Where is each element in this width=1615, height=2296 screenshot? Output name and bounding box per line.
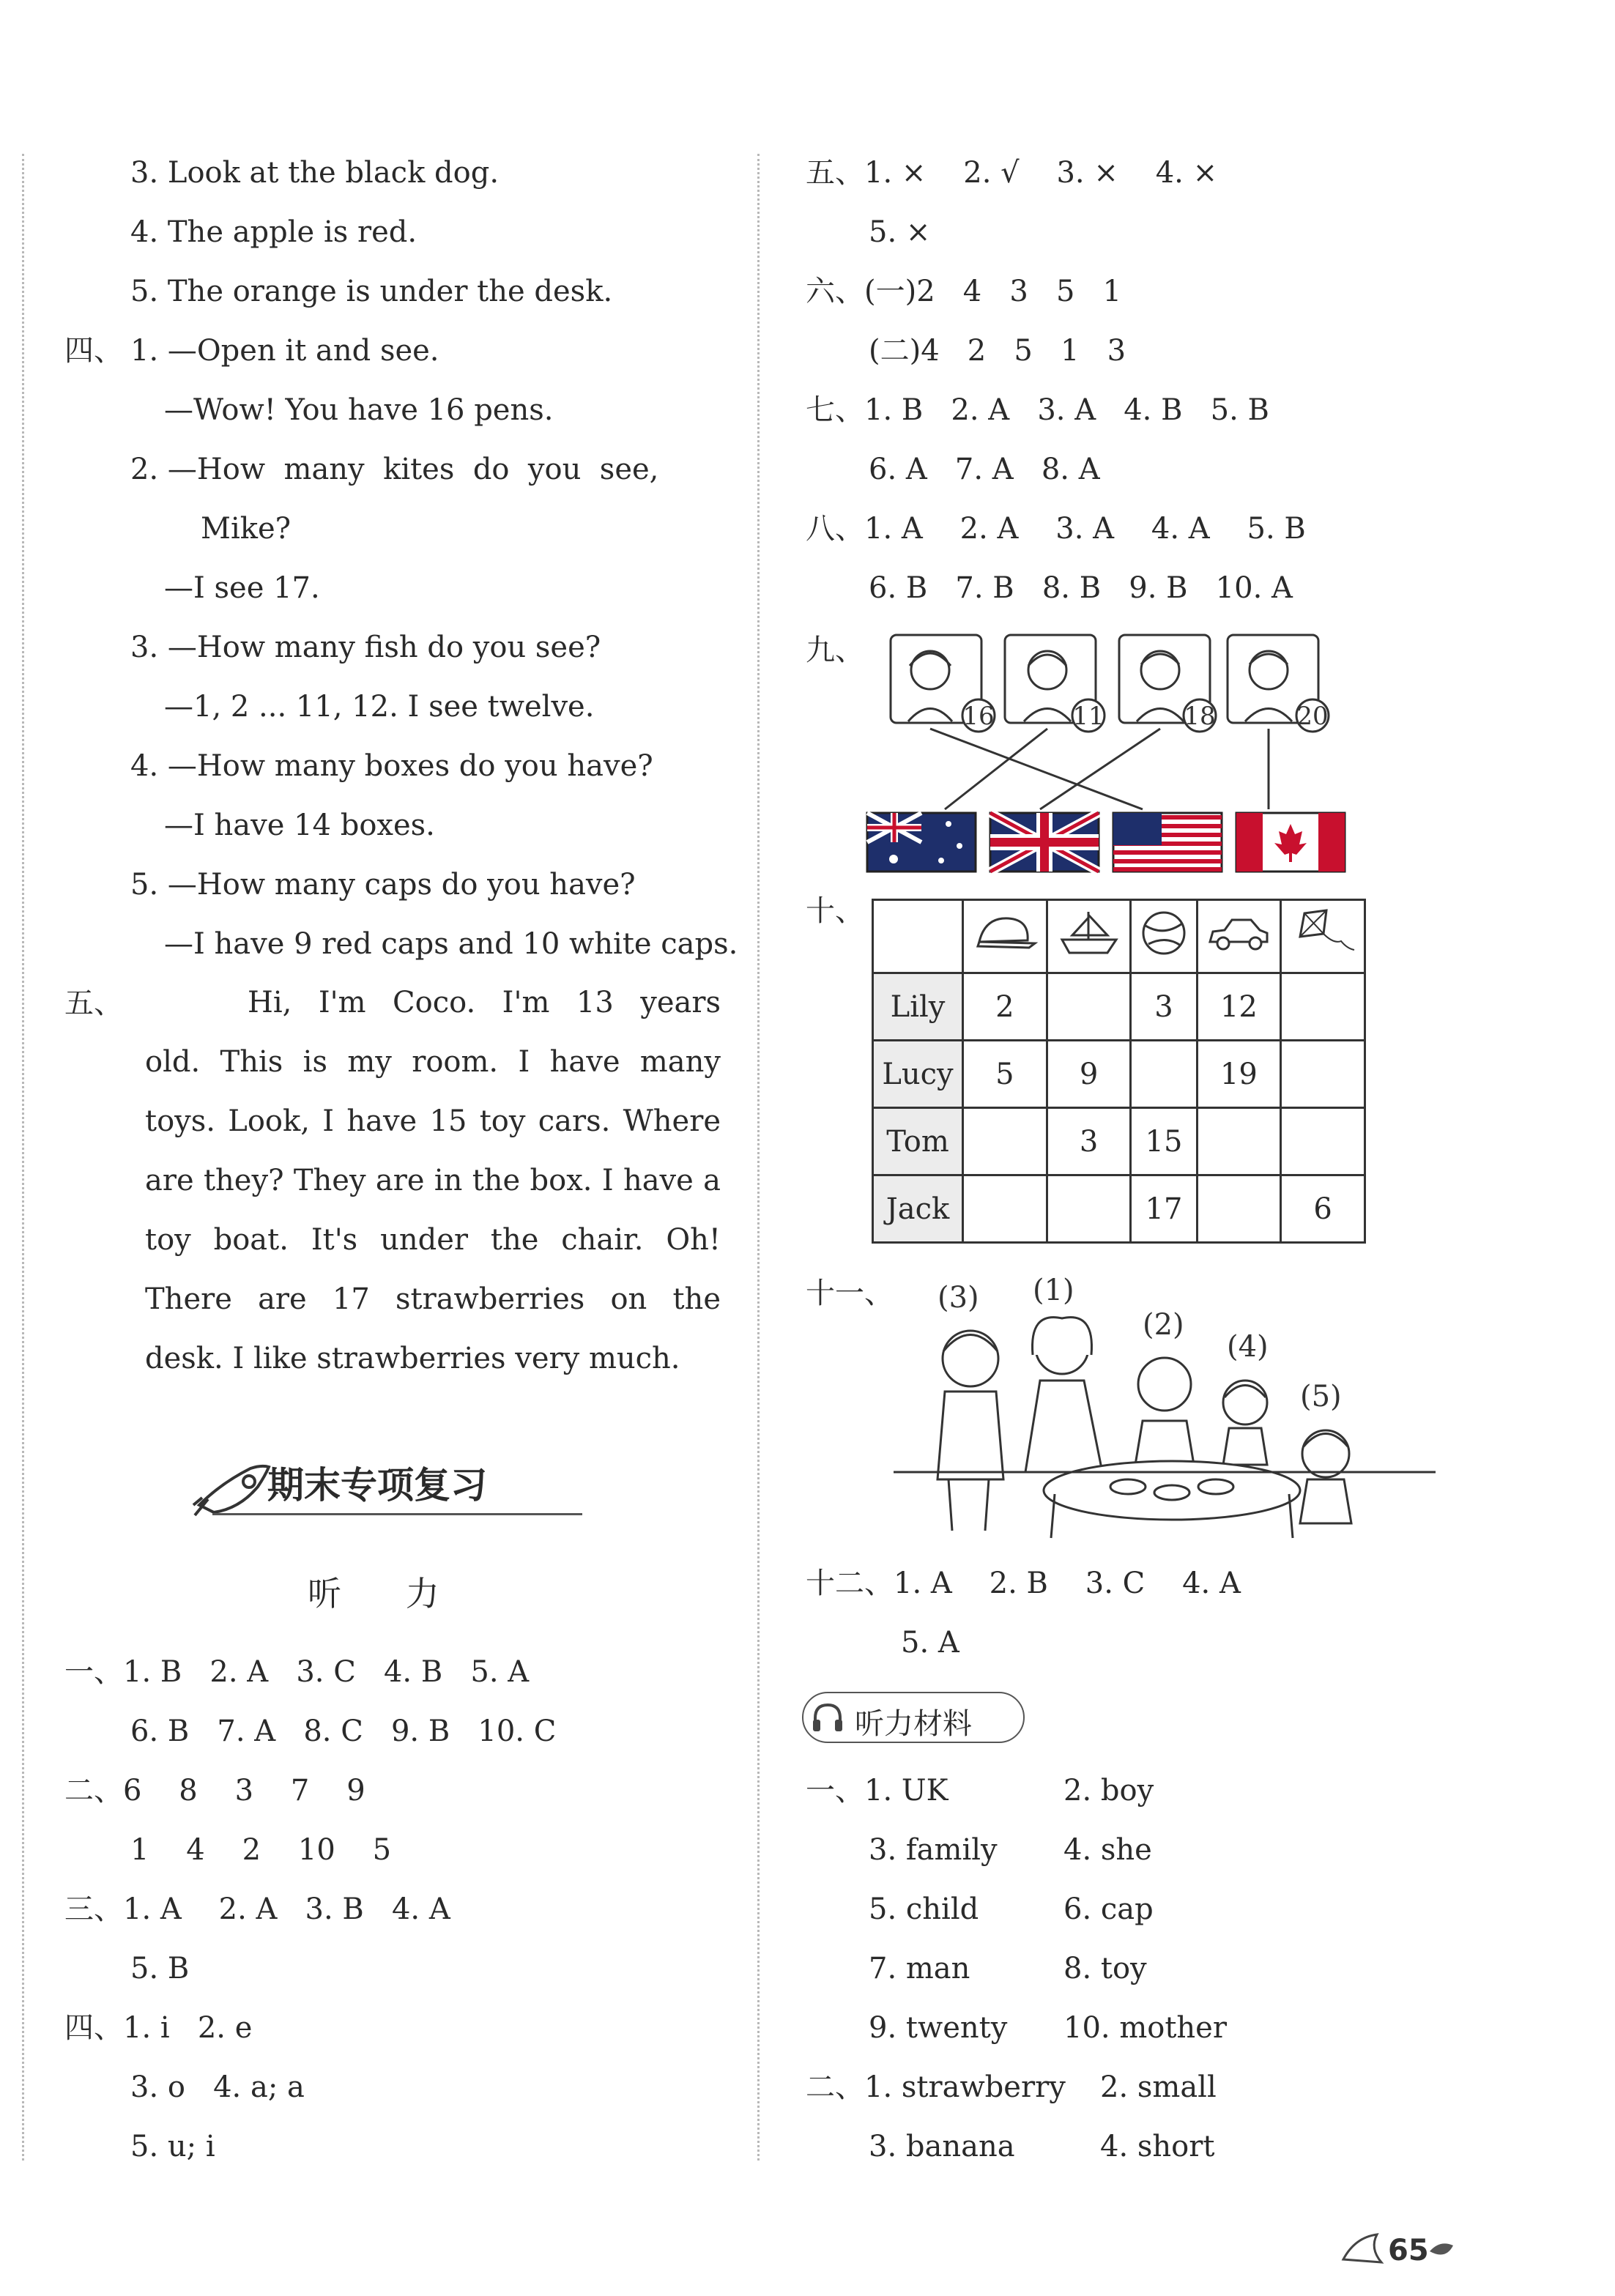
answer-line: 5. B xyxy=(130,1952,190,1985)
table-cell: 5 xyxy=(963,1041,1047,1108)
badge-label: 听力材料 xyxy=(855,1707,972,1741)
answer-line: —I see 17. xyxy=(164,571,320,605)
person-label: (3) xyxy=(938,1281,979,1315)
material-line: 二、1. strawberry xyxy=(806,2070,1066,2104)
material-line: 一、1. UK xyxy=(806,1774,948,1808)
listening-title: 听 力 xyxy=(308,1574,439,1613)
table-cell: 15 xyxy=(1131,1108,1197,1175)
table-row xyxy=(873,1041,1365,1108)
speaker-number: 11 xyxy=(1072,702,1104,731)
material-line: 6. cap xyxy=(1063,1892,1154,1926)
answer-line: Mike? xyxy=(201,512,292,546)
answer-line: 五、1. × 2. √ 3. × 4. × xyxy=(806,156,1218,190)
answer-line: 七、1. B 2. A 3. A 4. B 5. B xyxy=(806,393,1269,427)
table-cell: 3 xyxy=(1131,973,1197,1041)
person-label: (5) xyxy=(1300,1380,1342,1413)
toy-car-icon xyxy=(1197,900,1281,973)
table-cell xyxy=(1047,1175,1131,1243)
section-label: 十一、 xyxy=(806,1277,894,1310)
rocket-icon xyxy=(192,1454,280,1520)
row-name: Jack xyxy=(873,1175,963,1243)
kite-icon xyxy=(1281,900,1365,973)
answer-line: (二)4 2 5 1 3 xyxy=(869,334,1126,368)
table-cell xyxy=(1281,1041,1365,1108)
table-cell xyxy=(1131,1041,1197,1108)
answer-line: —I have 9 red caps and 10 white caps. xyxy=(164,927,738,961)
answer-line: 5. —How many caps do you have? xyxy=(130,868,636,902)
material-line: 4. short xyxy=(1100,2130,1215,2163)
material-line: 3. banana xyxy=(869,2130,1015,2163)
flag-canada-icon xyxy=(1236,813,1345,872)
answer-line: 十二、1. A 2. B 3. C 4. A xyxy=(806,1567,1241,1600)
answer-line: 5. u; i xyxy=(130,2130,215,2163)
passage-line: There are 17 strawberries on the xyxy=(145,1282,721,1316)
section-label: 四、 xyxy=(64,334,123,368)
answer-line: 一、1. B 2. A 3. C 4. B 5. A xyxy=(64,1655,530,1689)
section-label: 九、 xyxy=(806,634,864,667)
answer-line: 1. —Open it and see. xyxy=(130,334,439,368)
boat-icon xyxy=(1047,900,1131,973)
table-header-row xyxy=(873,900,1365,973)
table-cell xyxy=(1281,1108,1365,1175)
material-line: 9. twenty xyxy=(869,2011,1008,2045)
person-label: (2) xyxy=(1143,1308,1184,1342)
flag-uk-icon xyxy=(990,813,1099,872)
table-row xyxy=(873,1108,1365,1175)
table-cell: 9 xyxy=(1047,1041,1131,1108)
answer-line: 4. —How many boxes do you have? xyxy=(130,749,653,783)
toy-count-table xyxy=(872,899,1366,1244)
answer-line: 1 4 2 10 5 xyxy=(130,1833,392,1867)
leaf-icon xyxy=(1428,2240,1455,2262)
table-cell xyxy=(1047,973,1131,1041)
page-number: 65 xyxy=(1388,2234,1429,2267)
section-underline xyxy=(212,1513,582,1515)
table-cell xyxy=(963,1175,1047,1243)
table-cell xyxy=(1197,1175,1281,1243)
answer-line: 六、(一)2 4 3 5 1 xyxy=(806,275,1122,308)
material-line: 5. child xyxy=(869,1892,979,1926)
table-cell: 12 xyxy=(1197,973,1281,1041)
answer-line: 四、1. i 2. e xyxy=(64,2011,253,2045)
ball-icon xyxy=(1131,900,1197,973)
person-label: (4) xyxy=(1227,1330,1269,1364)
material-line: 2. small xyxy=(1100,2070,1217,2104)
passage-line: are they? They are in the box. I have a xyxy=(145,1164,721,1197)
speaker-number: 18 xyxy=(1184,702,1216,731)
table-row xyxy=(873,973,1365,1041)
headphones-icon xyxy=(811,1701,844,1734)
material-line: 10. mother xyxy=(1063,2011,1227,2045)
answer-line: 5. The orange is under the desk. xyxy=(130,275,613,308)
answer-line: 4. The apple is red. xyxy=(130,215,417,249)
material-line: 4. she xyxy=(1063,1833,1152,1867)
speaker-number: 20 xyxy=(1296,702,1329,731)
header-corner xyxy=(873,900,963,973)
person-label: (1) xyxy=(1033,1274,1074,1307)
answer-line: 5. A xyxy=(901,1626,959,1660)
passage-line: old. This is my room. I have many xyxy=(145,1045,721,1079)
material-line: 3. family xyxy=(869,1833,998,1867)
section-label: 十、 xyxy=(806,894,864,928)
table-cell: 2 xyxy=(963,973,1047,1041)
answer-line: 3. o 4. a; a xyxy=(130,2070,305,2104)
matching-figure xyxy=(864,626,1362,879)
answer-line: —Wow! You have 16 pens. xyxy=(164,393,554,427)
family-dinner-illustration xyxy=(894,1274,1436,1545)
passage-line: toys. Look, I have 15 toy cars. Where xyxy=(145,1104,721,1138)
passage-line: Hi, I'm Coco. I'm 13 years xyxy=(248,986,721,1019)
answer-line: 3. —How many fish do you see? xyxy=(130,631,601,664)
table-cell xyxy=(1281,973,1365,1041)
cap-icon xyxy=(963,900,1047,973)
table-cell: 19 xyxy=(1197,1041,1281,1108)
table-cell xyxy=(1197,1108,1281,1175)
table-cell xyxy=(963,1108,1047,1175)
section-label: 五、 xyxy=(64,987,123,1020)
table-row xyxy=(873,1175,1365,1243)
left-margin-rule xyxy=(22,154,24,2161)
answer-line: —I have 14 boxes. xyxy=(164,809,435,842)
speaker-number: 16 xyxy=(962,702,995,731)
row-name: Lucy xyxy=(873,1041,963,1108)
section-title: 期末专项复习 xyxy=(267,1464,487,1506)
answer-line: 三、1. A 2. A 3. B 4. A xyxy=(64,1892,450,1926)
table-cell: 3 xyxy=(1047,1108,1131,1175)
material-line: 2. boy xyxy=(1063,1774,1154,1808)
table-cell: 17 xyxy=(1131,1175,1197,1243)
material-line: 7. man xyxy=(869,1952,970,1985)
passage xyxy=(145,973,721,1389)
column-divider xyxy=(757,154,760,2161)
answer-line: 八、1. A 2. A 3. A 4. A 5. B xyxy=(806,512,1306,546)
row-name: Tom xyxy=(873,1108,963,1175)
page-number-ornament-icon xyxy=(1340,2230,1384,2267)
answer-line: 6. B 7. A 8. C 9. B 10. C xyxy=(130,1714,557,1748)
answer-line: 6. A 7. A 8. A xyxy=(869,453,1100,486)
answer-line: 二、6 8 3 7 9 xyxy=(64,1774,365,1808)
answer-line: 5. × xyxy=(869,215,931,249)
material-line: 8. toy xyxy=(1063,1952,1147,1985)
answer-line: 6. B 7. B 8. B 9. B 10. A xyxy=(869,571,1293,605)
passage-line: toy boat. It's under the chair. Oh! xyxy=(145,1223,721,1257)
row-name: Lily xyxy=(873,973,963,1041)
table-cell: 6 xyxy=(1281,1175,1365,1243)
answer-line: 3. Look at the black dog. xyxy=(130,156,500,190)
passage-line: desk. I like strawberries very much. xyxy=(145,1342,680,1375)
answer-line: 2. —How many kites do you see, xyxy=(130,453,659,486)
answer-line: —1, 2 ... 11, 12. I see twelve. xyxy=(164,690,595,724)
flag-australia-icon xyxy=(867,813,976,872)
listening-material-badge xyxy=(802,1692,1025,1743)
flag-usa-icon xyxy=(1113,813,1222,872)
